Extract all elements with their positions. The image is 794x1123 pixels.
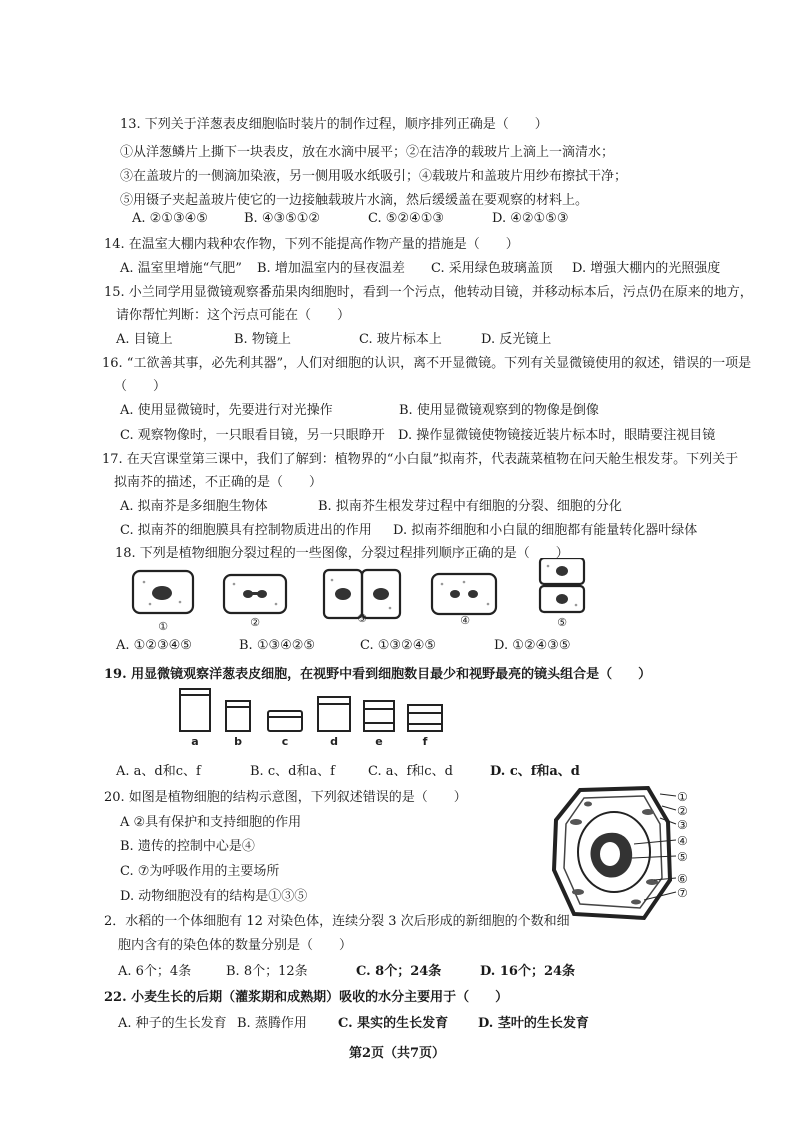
option-c: C. ①③②④⑤ — [360, 638, 437, 653]
option-a: A. 目镜上 — [116, 332, 173, 347]
nucleus-icon — [556, 594, 568, 604]
option-d: D. 茎叶的生长发育 — [478, 1016, 589, 1031]
question-15-stem-line-1: 15. 小兰同学用显微镜观察番茄果肉细胞时，看到一个污点，他转动目镜，并移动标本后，污点仍在原来的地方， — [104, 285, 753, 300]
question-20-option-b: B. 遗传的控制中心是④ — [120, 839, 255, 854]
option-c: C. 采用绿色玻璃盖顶 — [431, 261, 553, 276]
option-c: C. a、f和c、d — [368, 764, 453, 779]
option-c: C. ⑤②④①③ — [368, 211, 445, 226]
option-d: D. 16个；24条 — [480, 964, 576, 979]
option-c: C. 果实的生长发育 — [338, 1016, 449, 1031]
diagram-label-1: ① — [677, 790, 688, 804]
option-d: D. ①②④③⑤ — [494, 638, 571, 653]
objective-short-c — [268, 711, 302, 731]
question-20-stem: 20. 如图是植物细胞的结构示意图，下列叙述错误的是（ ） — [104, 790, 467, 805]
figure-label-5: ⑤ — [557, 616, 567, 629]
figure-label-2: ② — [250, 616, 260, 629]
diagram-label-6: ⑥ — [677, 872, 688, 886]
figure-label-3: ③ — [357, 612, 367, 625]
diagram-label-3: ③ — [677, 818, 688, 832]
option-a: A. 温室里增施“气肥” — [120, 261, 242, 276]
lens-label-b: b — [234, 735, 242, 748]
option-a: A. ①②③④⑤ — [116, 638, 192, 653]
question-19-stem: 19. 用显微镜观察洋葱表皮细胞，在视野中看到细胞数目最少和视野最亮的镜头组合是（ ） — [104, 667, 652, 682]
question-16-stem-line-1: 16. “工欲善其事，必先利其器”，人们对细胞的认识，离不开显微镜。下列有关显微镜使用的叙述，错误的一项是 — [102, 356, 752, 371]
option-d: D. 增强大棚内的光照强度 — [572, 261, 721, 276]
question-16-option-d: D. 操作显微镜使物镜接近装片标本时，眼睛要注视目镜 — [398, 428, 716, 443]
option-b: B. 蒸腾作用 — [237, 1016, 307, 1031]
question-16-stem-line-2: （ ） — [114, 379, 167, 394]
question-17-option-a: A. 拟南芥是多细胞生物体 — [120, 499, 268, 514]
objective-medium-e — [364, 701, 394, 731]
question-13-stem: 13. 下列关于洋葱表皮细胞临时装片的制作过程，顺序排列正确是（ ） — [120, 117, 548, 132]
lens-label-e: e — [375, 735, 383, 748]
nucleolus — [600, 842, 620, 866]
objective-wide-f — [408, 705, 442, 731]
question-18-stem: 18. 下列是植物细胞分裂过程的一些图像，分裂过程排列顺序正确的是（ ） — [115, 546, 569, 561]
nucleus-icon — [335, 588, 351, 600]
option-d: D. c、f和a、d — [490, 764, 580, 779]
option-d: D. 反光镜上 — [481, 332, 552, 347]
figure-label-1: ① — [158, 620, 168, 633]
option-b: B. c、d和a、f — [250, 764, 335, 779]
plant-cell-diagram — [548, 782, 708, 922]
question-22-stem: 22. 小麦生长的后期（灌浆期和成熟期）吸收的水分主要用于（ ） — [104, 990, 509, 1005]
diagram-label-4: ④ — [677, 834, 688, 848]
lens-label-c: c — [281, 735, 289, 748]
question-13-step-3: ⑤用镊子夹起盖玻片使它的一边接触载玻片水滴，然后缓缓盖在要观察的材料上。 — [120, 193, 589, 208]
question-20-option-a: A ②具有保护和支持细胞的作用 — [120, 815, 302, 830]
option-c: C. 玻片标本上 — [359, 332, 442, 347]
question-14-stem: 14. 在温室大棚内栽种农作物，下列不能提高作物产量的措施是（ ） — [104, 237, 519, 252]
question-21-stem-line-2: 胞内含有的染色体的数量分别是（ ） — [118, 938, 353, 953]
question-15-stem-line-2: 请你帮忙判断：这个污点可能在（ ） — [116, 308, 351, 323]
question-16-option-b: B. 使用显微镜观察到的物像是倒像 — [399, 403, 599, 418]
cell-stage-4 — [432, 574, 496, 614]
option-d: D. ④②①⑤③ — [492, 211, 569, 226]
question-17-option-b: B. 拟南芥生根发芽过程中有细胞的分裂、细胞的分化 — [318, 499, 622, 514]
question-17-option-d: D. 拟南芥细胞和小白鼠的细胞都有能量转化器叶绿体 — [393, 523, 698, 538]
option-b: B. 增加温室内的昼夜温差 — [257, 261, 405, 276]
option-a: A. a、d和c、f — [116, 764, 201, 779]
diagram-label-7: ⑦ — [677, 886, 688, 900]
option-a: A. 6个；4条 — [118, 964, 192, 979]
spindle-icon — [248, 592, 262, 595]
nucleus-icon — [556, 566, 568, 576]
option-a: A. ②①③④⑤ — [132, 211, 208, 226]
nucleus-icon — [152, 586, 172, 600]
option-b: B. ①③④②⑤ — [239, 638, 316, 653]
option-b: B. ④③⑤①② — [244, 211, 321, 226]
chromosome-icon — [450, 590, 460, 598]
option-a: A. 种子的生长发育 — [118, 1016, 227, 1031]
lens-label-f: f — [422, 735, 428, 748]
question-17-stem-line-1: 17. 在天宫课堂第三课中，我们了解到：植物界的“小白鼠”拟南芥，代表蔬菜植物在问天舱生根发芽。下列关于 — [102, 452, 739, 467]
figure-label-4: ④ — [460, 614, 470, 627]
lens-label-a: a — [191, 735, 199, 748]
option-b: B. 8个；12条 — [226, 964, 308, 979]
lens-label-d: d — [330, 735, 338, 748]
option-c: C. 8个；24条 — [356, 964, 442, 979]
question-16-option-a: A. 使用显微镜时，先要进行对光操作 — [120, 403, 333, 418]
question-20-option-c: C. ⑦为呼吸作用的主要场所 — [120, 864, 280, 879]
question-13-step-2: ③在盖玻片的一侧滴加染液，另一侧用吸水纸吸引；④载玻片和盖玻片用纱布擦拭干净； — [120, 169, 628, 184]
question-16-option-c: C. 观察物像时，一只眼看目镜，另一只眼睁开 — [120, 428, 385, 443]
cell-division-figure — [120, 558, 600, 638]
nucleus-icon — [373, 588, 389, 600]
diagram-label-2: ② — [677, 804, 688, 818]
question-17-stem-line-2: 拟南芥的描述，不正确的是（ ） — [114, 475, 323, 490]
question-17-option-c: C. 拟南芥的细胞膜具有控制物质进出的作用 — [120, 523, 372, 538]
diagram-label-5: ⑤ — [677, 850, 688, 864]
option-b: B. 物镜上 — [234, 332, 291, 347]
question-20-option-d: D. 动物细胞没有的结构是①③⑤ — [120, 889, 308, 904]
microscope-lenses-figure — [170, 683, 460, 749]
question-13-step-1: ①从洋葱鳞片上撕下一块表皮，放在水滴中展平；②在洁净的载玻片上滴上一滴清水； — [120, 145, 615, 160]
objective-long-d — [318, 697, 350, 731]
question-21-stem-line-1: 2．水稻的一个体细胞有 12 对染色体，连续分裂 3 次后形成的新细胞的个数和细 — [104, 914, 570, 929]
chromosome-icon — [468, 590, 478, 598]
eyepiece-short-b — [226, 701, 250, 731]
page-number: 第2页（共7页） — [348, 1046, 446, 1061]
